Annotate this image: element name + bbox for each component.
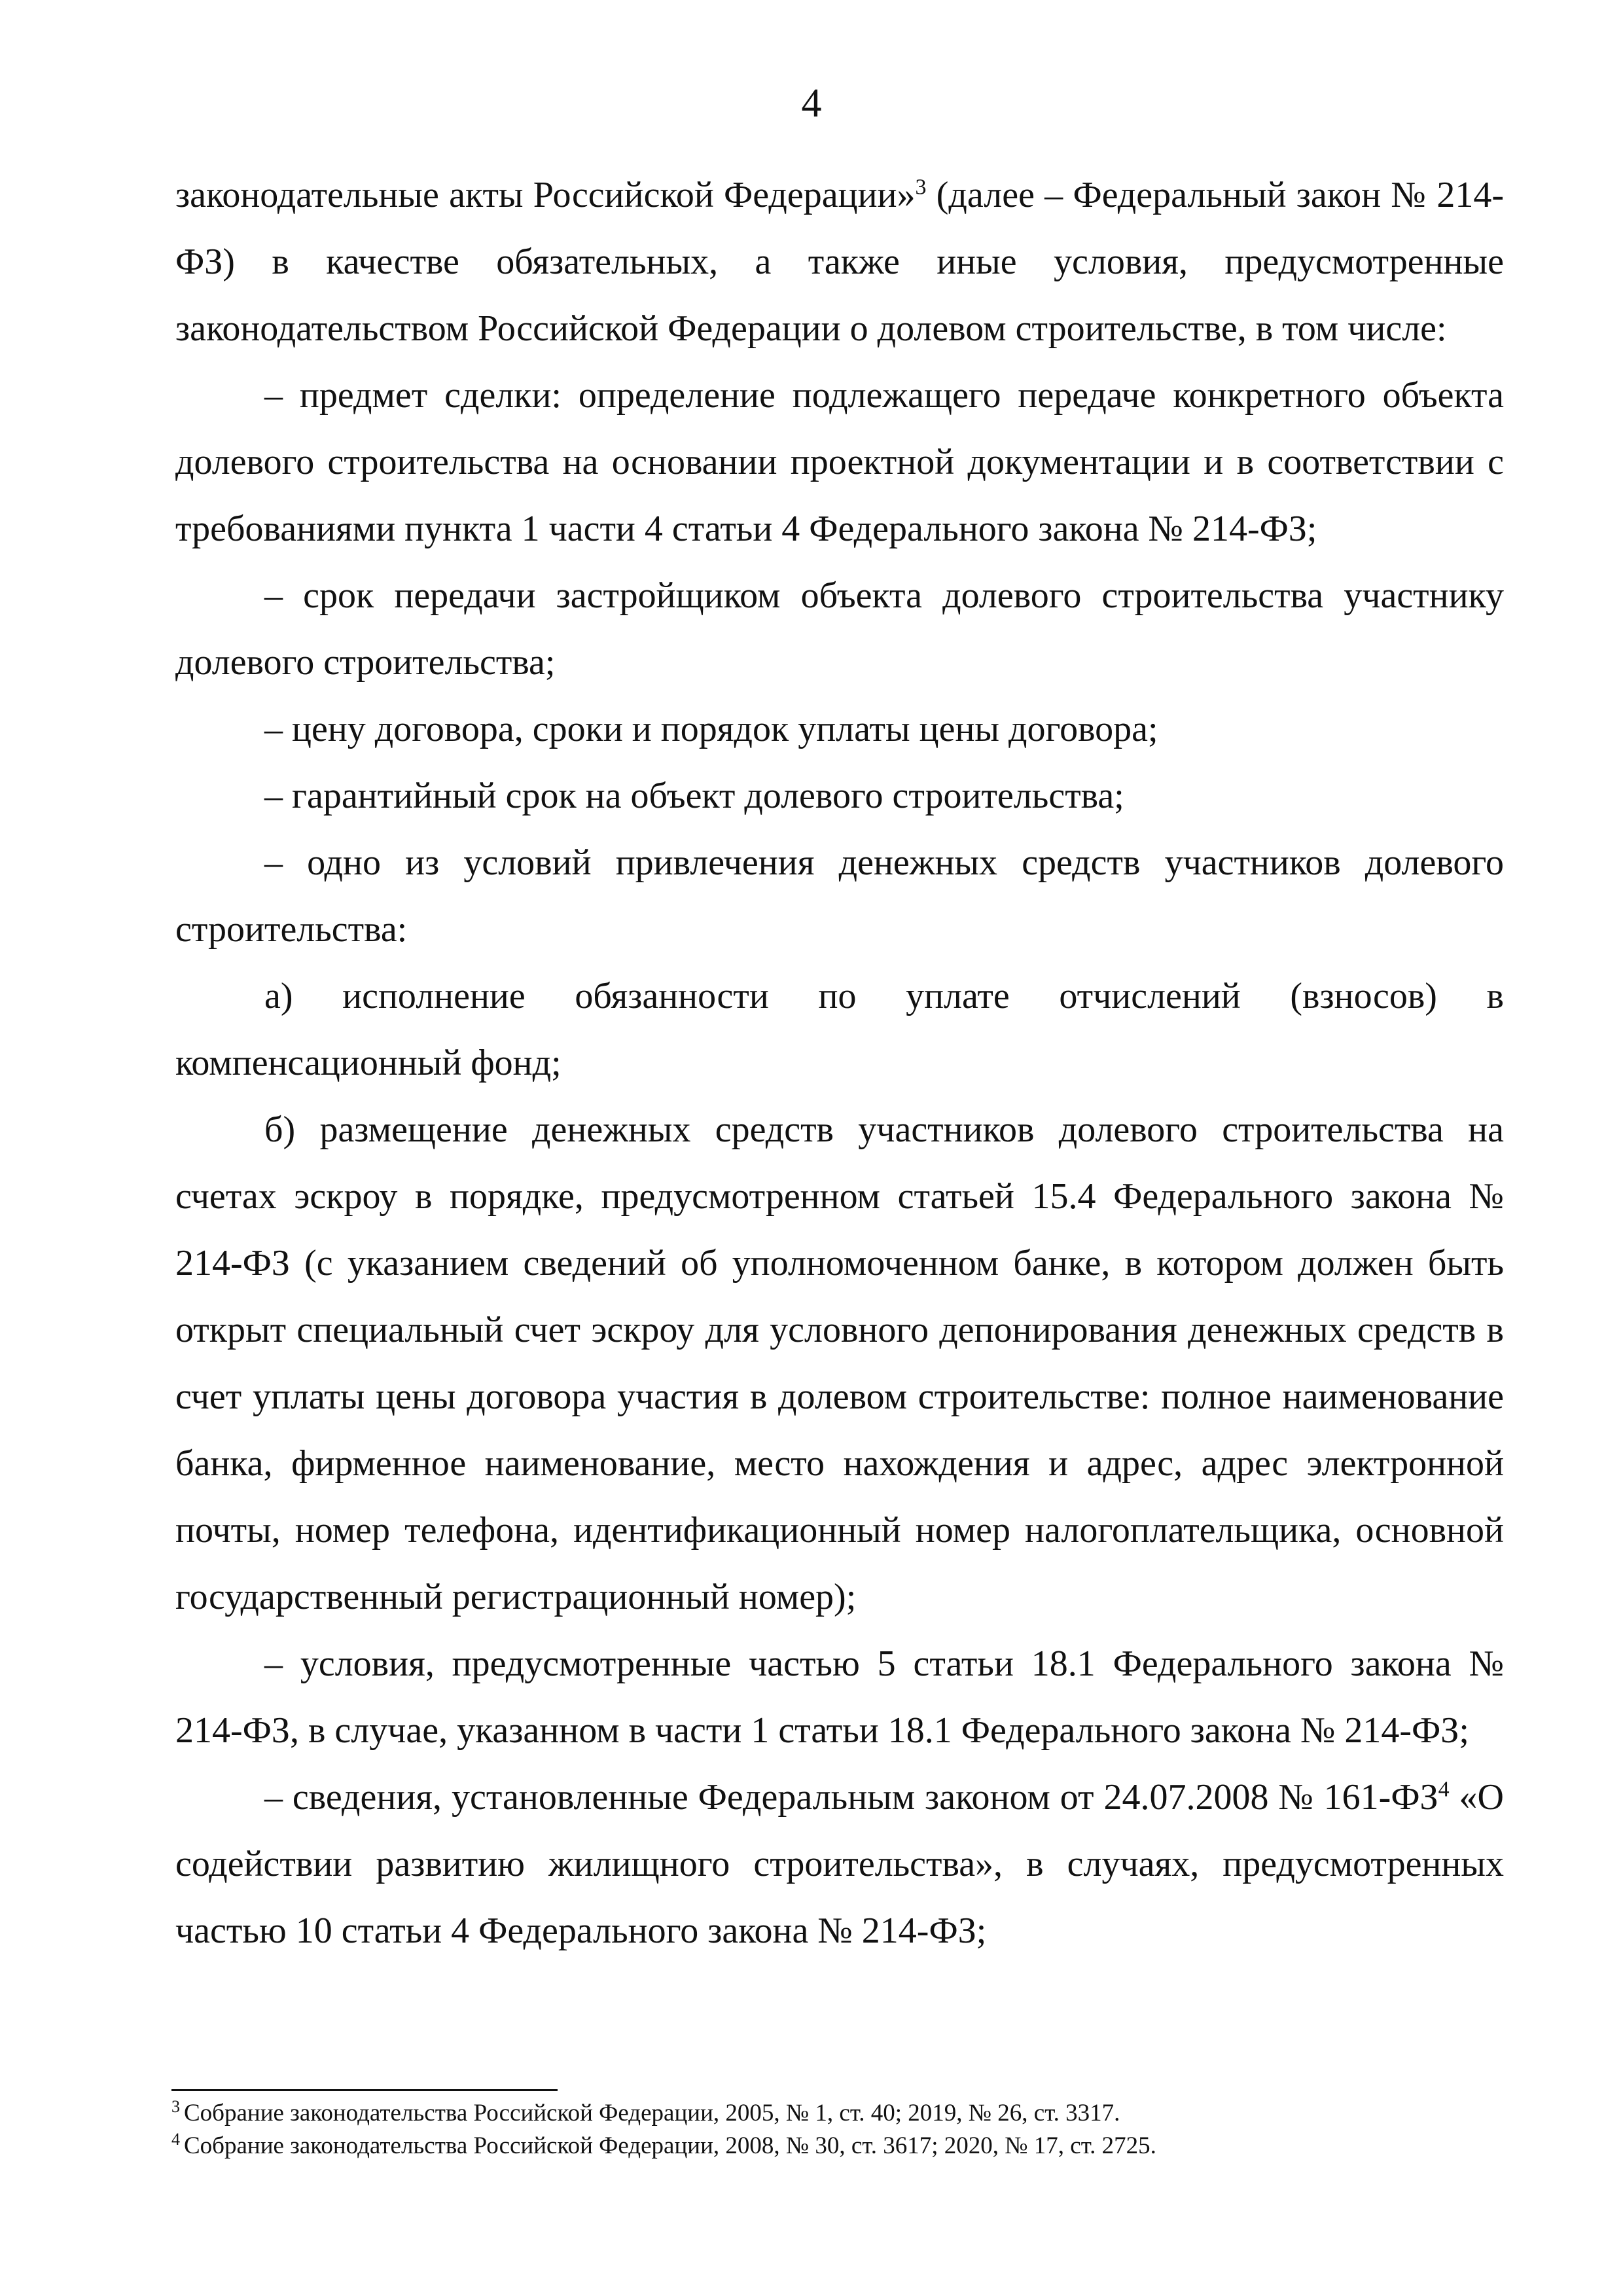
sub-item-b: б) размещение денежных средств участников долевого строительства на счетах эскроу в порядке, предусмотренном статьей 15.4 Федерального закона № 214-ФЗ (с указанием сведений об уполномоченном банке, в котором должен быть открыт специальный счет эскроу для условного депонирования денежных средств в счет уплаты цены договора участия в долевом строительстве: полное наименование банка, фирменное наименование, место нахождения и адрес, адрес электронной почты, номер телефона, идентификационный номер налогоплательщика, основной государственный регистрационный номер); bbox=[175, 1109, 1504, 1617]
footnote-mark: 3 bbox=[171, 2096, 180, 2116]
footnote-ref: 4 bbox=[1438, 1777, 1450, 1802]
paragraph-text: (далее – Федеральный закон № 214-ФЗ) в качестве обязательных, а также иные условия, предусмотренные законодательством Российской Федерации о долевом строительстве, в том числе: bbox=[175, 175, 1504, 349]
paragraph-text: законодательные акты Российской Федерации» bbox=[175, 175, 916, 215]
page-number: 4 bbox=[801, 81, 822, 126]
footnote-text: Собрание законодательства Российской Федерации, 2005, № 1, ст. 40; 2019, № 26, ст. 3317. bbox=[184, 2100, 1120, 2126]
paragraph-intro bbox=[175, 162, 1504, 362]
sub-item-a: а) исполнение обязанности по уплате отчислений (взносов) в компенсационный фонд; bbox=[175, 976, 1504, 1083]
footnote-ref: 3 bbox=[915, 175, 927, 200]
list-item-transfer-term: – срок передачи застройщиком объекта долевого строительства участнику долевого строительства; bbox=[175, 575, 1504, 683]
document-body bbox=[175, 162, 1504, 1964]
footnote-text: Собрание законодательства Российской Федерации, 2008, № 30, ст. 3617; 2020, № 17, ст. 2725. bbox=[184, 2132, 1156, 2159]
list-item-article-18-1: – условия, предусмотренные частью 5 статьи 18.1 Федерального закона № 214-ФЗ, в случае, указанном в части 1 статьи 18.1 Федерального закона № 214-ФЗ; bbox=[175, 1643, 1504, 1751]
footnote-3 bbox=[171, 2097, 1500, 2130]
paragraph-text: – сведения, установленные Федеральным законом от 24.07.2008 № 161-ФЗ bbox=[264, 1777, 1438, 1818]
list-item-subject: – предмет сделки: определение подлежащего передаче конкретного объекта долевого строительства на основании проектной документации и в соответствии с требованиями пункта 1 части 4 статьи 4 Федерального закона № 214-ФЗ; bbox=[175, 375, 1504, 549]
list-item-161-fz bbox=[175, 1764, 1504, 1964]
list-item-price: – цену договора, сроки и порядок уплаты цены договора; bbox=[264, 709, 1158, 749]
list-item-funding-conditions: – одно из условий привлечения денежных средств участников долевого строительства: bbox=[175, 842, 1504, 950]
paragraph-text: «О содействии развитию жилищного строительства», в случаях, предусмотренных частью 10 статьи 4 Федерального закона № 214-ФЗ; bbox=[175, 1777, 1504, 1951]
list-item-warranty: – гарантийный срок на объект долевого строительства; bbox=[264, 776, 1124, 816]
footnotes bbox=[171, 2097, 1500, 2162]
footnote-mark: 4 bbox=[171, 2129, 180, 2149]
footnote-4 bbox=[171, 2130, 1500, 2162]
footnote-separator bbox=[171, 2089, 558, 2091]
